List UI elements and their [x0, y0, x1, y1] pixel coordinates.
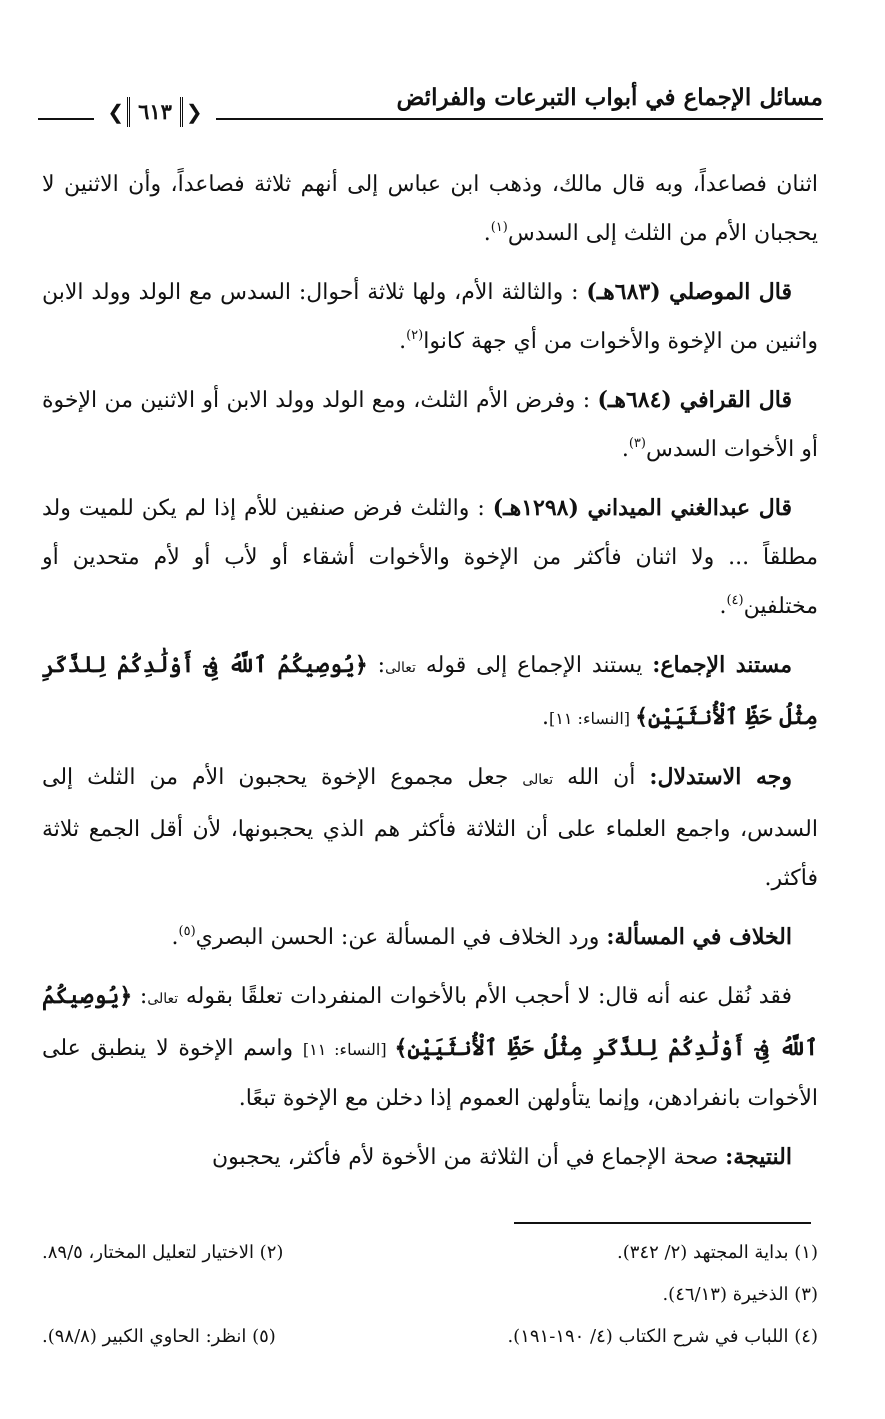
paragraph-text: يستند الإجماع إلى قوله [415, 653, 653, 678]
footnote-marker: (١) [490, 220, 508, 235]
paragraph-text: أن الله [553, 765, 650, 790]
running-title: مسائل الإجماع في أبواب التبرعات والفرائض [396, 84, 823, 111]
paragraph-text: ورد الخلاف في المسألة عن: الحسن البصري [195, 925, 607, 950]
footnote-marker: (٤) [726, 593, 744, 608]
footnote-3: (٣) الذخيرة (٤٦/١٣). [662, 1284, 818, 1305]
paragraph-hasan-quote [42, 972, 818, 1123]
period: . [542, 705, 550, 730]
page-number-badge [94, 94, 216, 130]
scholar-name: قال عبدالغني الميداني (١٢٩٨هـ) [492, 495, 792, 521]
honorific-mark: تعالى [522, 772, 554, 788]
paragraph-text: : والثالثة الأم، ولها ثلاثة أحوال: السدس مع الولد وولد الابن واثنين من الإخوة والأخوات من أي جهة كانوا [42, 280, 818, 354]
paragraph-qarafi [42, 376, 818, 474]
paragraph-basis [42, 641, 818, 743]
footnote-marker: (٢) [406, 328, 424, 343]
ornament-right-icon: ❯ [185, 100, 203, 124]
paragraph-text: فقد نُقل عنه أنه قال: لا أحجب الأم بالأخوات المنفردات تعلقًا بقوله [178, 984, 792, 1009]
period: . [399, 329, 407, 354]
paragraph-text: جعل مجموع الإخوة يحجبون الأم من الثلث إلى السدس، واجمع العلماء على أن الثلاثة فأكثر هم الذي يحجبونها، لأن أقل الجمع ثلاثة فأكثر. [42, 765, 818, 891]
footnote-5: (٥) انظر: الحاوي الكبير (٩٨/٨). [42, 1326, 276, 1347]
footnote-row [42, 1274, 818, 1316]
footnote-rule [514, 1222, 811, 1224]
paragraph-1 [42, 160, 818, 258]
colon: : [132, 984, 148, 1009]
section-heading: مستند الإجماع: [652, 652, 792, 678]
paragraph-text: صحة الإجماع في أن الثلاثة من الأخوة لأم فأكثر، يحجبون [211, 1145, 726, 1170]
section-heading: الخلاف في المسألة: [606, 924, 792, 950]
verse-reference: [النساء: ١١] [302, 1040, 395, 1059]
section-heading: وجه الاستدلال: [649, 764, 793, 790]
paragraph-text: اثنان فصاعداً، وبه قال مالك، وذهب ابن عباس إلى أنهم ثلاثة فصاعداً، وأن الاثنين لا يحجبان الأم من الثلث إلى السدس [42, 172, 818, 246]
period: . [171, 925, 179, 950]
paragraph-result [42, 1133, 818, 1182]
quran-verse: ﴿يُوصِيكُمُ ٱللَّهُ فِىٓ أَوْلَٰدِكُمْ لِلذَّكَرِ مِثْلُ حَظِّ ٱلْأُنثَيَيْنِ﴾ [42, 652, 818, 730]
period: . [621, 437, 629, 462]
footnote-marker: (٣) [628, 436, 646, 451]
footnote-marker: (٥) [178, 924, 196, 939]
section-heading: النتيجة: [725, 1144, 792, 1170]
period: . [483, 221, 491, 246]
scholar-name: قال القرافي (٦٨٤هـ) [597, 387, 792, 413]
paragraph-text: : وفرض الأم الثلث، ومع الولد وولد الابن أو الاثنين من الإخوة أو الأخوات السدس [42, 388, 818, 462]
page-number: ٦١٣ [127, 97, 183, 127]
paragraph-dispute [42, 913, 818, 962]
honorific-mark: تعالى [385, 660, 416, 676]
colon: : [367, 653, 386, 678]
quran-verse: ﴿يُوصِيكُمُ ٱللَّهُ فِىٓ أَوْلَٰدِكُمْ لِلذَّكَرِ مِثْلُ حَظِّ ٱلْأُنثَيَيْنِ﴾ [42, 983, 818, 1061]
paragraph-mawsili [42, 268, 818, 366]
paragraph-text: واسم الإخوة لا ينطبق على الأخوات بانفرادهن، وإنما يتأولهن العموم إذا دخلن مع الإخوة تبعًا. [42, 1036, 818, 1111]
ornament-left-icon: ❮ [107, 100, 125, 124]
footnote-2: (٢) الاختيار لتعليل المختار، ٨٩/٥. [42, 1242, 284, 1263]
footnotes [42, 1232, 818, 1358]
footnote-row [42, 1232, 818, 1274]
footnote-4: (٤) اللباب في شرح الكتاب (٤/ ١٩٠-١٩١). [507, 1326, 818, 1347]
footnote-row [42, 1316, 818, 1358]
paragraph-text: : والثلث فرض صنفين للأم إذا لم يكن للميت ولد مطلقاً ... ولا اثنان فأكثر من الإخوة والأخوات أشقاء أو لأب أو لأم متحدين أو مختلفين [42, 496, 818, 619]
scholar-name: قال الموصلي (٦٨٣هـ) [586, 279, 792, 305]
paragraph-maydani [42, 484, 818, 631]
verse-reference: [النساء: ١١] [549, 709, 636, 728]
period: . [719, 594, 727, 619]
running-header [38, 78, 823, 130]
main-text [42, 160, 818, 1192]
honorific-mark: تعالى [147, 991, 179, 1007]
paragraph-reasoning [42, 753, 818, 903]
footnote-1: (١) بداية المجتهد (٢/ ٣٤٢). [617, 1242, 818, 1263]
